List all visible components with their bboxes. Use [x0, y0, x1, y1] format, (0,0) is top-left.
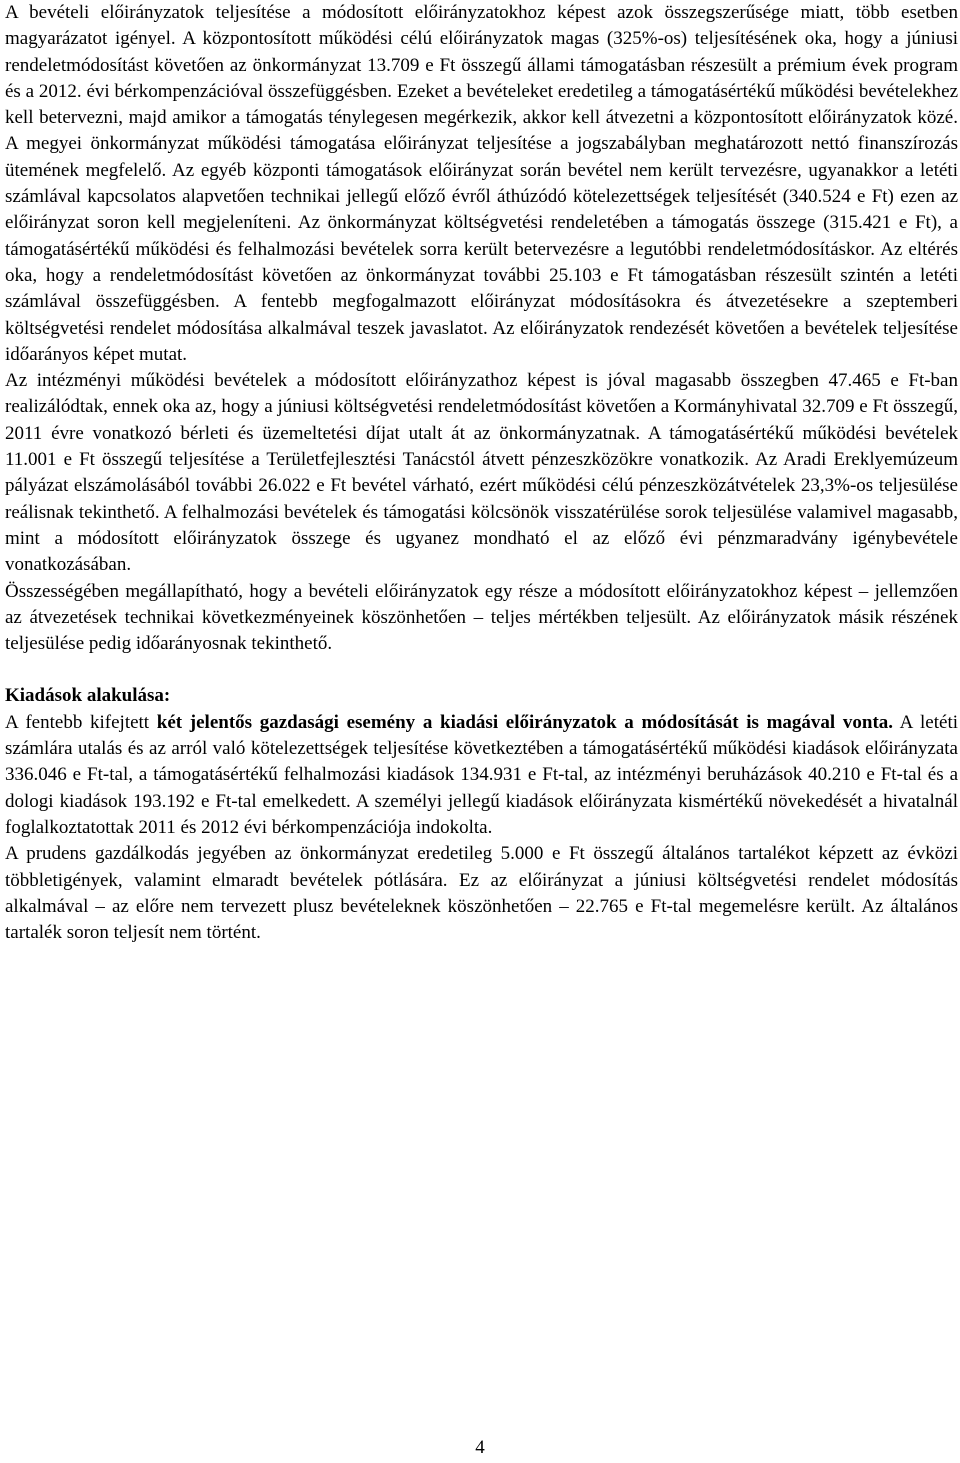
expenses-paragraph-1 — [5, 710, 958, 841]
section-spacer — [5, 657, 958, 683]
expenses-paragraph-1-emphasis: két jelentős gazdasági esemény a kiadási előirányzatok a módosítását is magával vonta. — [156, 711, 894, 733]
expenses-heading: Kiadások alakulása: — [5, 685, 171, 707]
income-paragraph-1: A bevételi előirányzatok teljesítése a módosított előirányzatokhoz képest azok összegszerűsége miatt, több esetben magyarázatot igényel. A központosított működési célú előirányzatok magas (325%-os) teljesítésének oka, hogy a júniusi rendeletmódosítást követően az önkormányzat 13.709 e Ft összegű állami támogatásban részesült a prémium évek program és a 2012. évi bérkompenzációval összefüggésben. Ezeket a bevételeket eredetileg a támogatásértékű működési bevételekhez kell betervezni, majd amikor a támogatás ténylegesen megérkezik, akkor kell átvezetni a központosított előirányzatok közé. A megyei önkormányzat működési támogatása előirányzat teljesítése a jogszabályban meghatározott nettó finanszírozás ütemének megfelelő. Az egyéb központi támogatások előirányzat során bevétel nem került tervezésre, ugyanakkor a letéti számlával kapcsolatos alapvetően technikai jellegű előző évről áthúzódó kötelezettségek teljesítését (340.524 e Ft) ezen az előirányzat soron kell megjeleníteni. Az önkormányzat költségvetési rendeletében a támogatás összege (315.421 e Ft), a támogatásértékű működési és felhalmozási bevételek sorra került betervezésre a legutóbbi rendeletmódosításkor. Az eltérés oka, hogy a rendeletmódosítást követően az önkormányzat további 25.103 e Ft támogatásban részesült szintén a letéti számlával összefüggésben. A fentebb megfogalmazott előirányzat módosításokra és átvezetésekre a szeptemberi költségvetési rendelet módosítása alkalmával teszek javaslatot. Az előirányzatok rendezését követően a bevételek teljesítése időarányos képet mutat. — [5, 2, 958, 365]
expenses-paragraph-2: A prudens gazdálkodás jegyében az önkormányzat eredetileg 5.000 e Ft összegű általános tartalékot képzett az évközi többletigények, valamint elmaradt bevételek pótlására. Ez az előirányzat a júniusi költségvetési rendelet módosítás alkalmával – az előre nem tervezett plusz bevételeknek köszönhetően – 22.765 e Ft-tal megemelésre került. Az általános tartalék soron teljesít nem történt. — [5, 843, 958, 944]
income-paragraph-2: Az intézményi működési bevételek a módosított előirányzathoz képest is jóval magasabb összegben 47.465 e Ft-ban realizálódtak, ennek oka az, hogy a júniusi költségvetési rendeletmódosítást követően a Kormányhivatal 32.709 e Ft összegű, 2011 évre vonatkozó bérleti és üzemeltetési díjat utalt át az önkormányzatnak. A támogatásértékű működési bevételek 11.001 e Ft összegű teljesítése a Területfejlesztési Tanácstól átvett pénzeszközökre vonatkozik. Az Aradi Ereklyemúzeum pályázat elszámolásából további 26.022 e Ft bevétel várható, ezért működési célú pénzeszközátvételek 23,3%-os teljesülése reálisnak tekinthető. A felhalmozási bevételek és támogatási kölcsönök visszatérülése sorok teljesülése valamivel magasabb, mint a módosított előirányzatok összege és ugyanez mondható el az előző évi pénzmaradvány igénybevétele vonatkozásában. — [5, 370, 958, 576]
expenses-paragraph-1-intro: A fentebb kifejtett — [5, 711, 157, 733]
expenses-paragraph-1-rest: A letéti számlára utalás és az arról való kötelezettségek teljesítése következtében a támogatásértékű működési kiadások előirányzata 336.046 e Ft-tal, a támogatásértékű felhalmozási kiadások 134.931 e Ft-tal, az intézményi beruházások 40.210 e Ft-tal és a dologi kiadások 193.192 e Ft-tal emelkedett. A személyi jellegű kiadások előirányzata kismértékű növekedését a hivatalnál foglalkoztatottak 2011 és 2012 évi bérkompenzációja indokolta. — [5, 711, 959, 838]
page-number: 4 — [475, 1437, 485, 1458]
income-summary-paragraph: Összességében megállapítható, hogy a bevételi előirányzatok egy része a módosított előirányzatokhoz képest – jellemzően az átvezetések technikai következményeinek köszönhetően – teljes mértékben teljesült. Az előirányzatok másik részének teljesülése pedig időarányosnak tekinthető. — [5, 580, 958, 655]
document-page — [5, 0, 958, 946]
